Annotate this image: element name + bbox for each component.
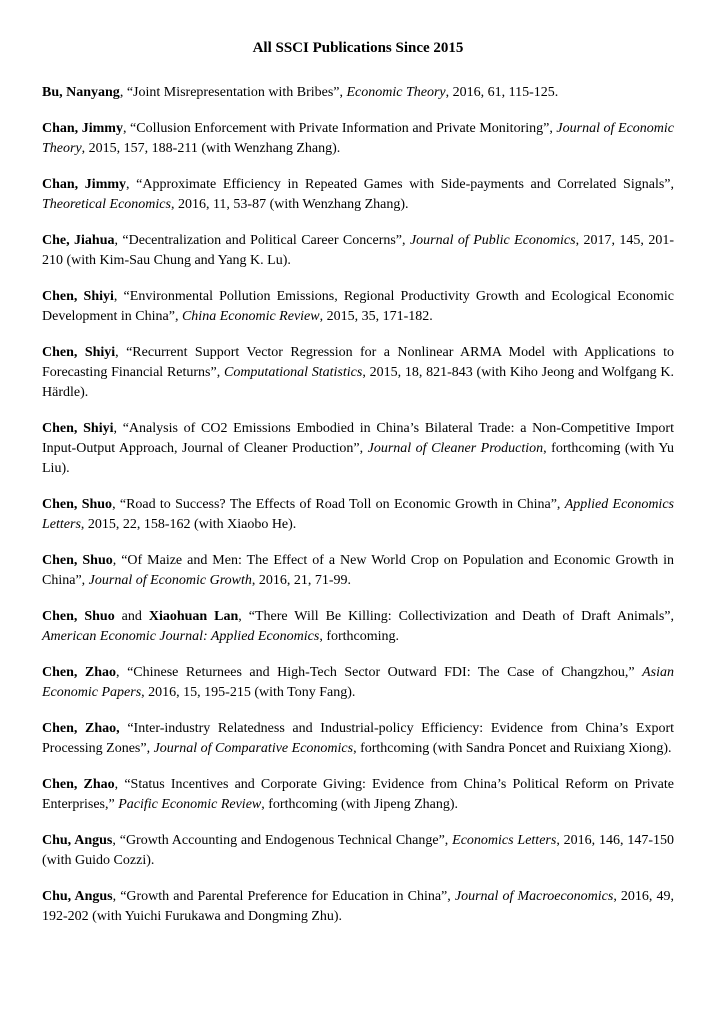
publication-segment-italic: Journal of Public Economics: [409, 233, 576, 248]
publication-segment-italic: China Economic Review: [181, 309, 320, 324]
publication-segment-bold: Chen, Zhao,: [42, 721, 120, 736]
publication-segment-normal: , “Decentralization and Political Career Concerns”,: [114, 233, 410, 248]
publication-segment-bold: Chu, Angus: [42, 889, 113, 904]
publication-segment-normal: , 2016, 49, 192-202 (with Yuichi Furukawa and Dongming Zhu).: [42, 889, 675, 924]
publication-entry: [42, 343, 674, 403]
publication-entry: [42, 419, 674, 479]
publication-segment-normal: , 2017, 145, 201-210 (with Kim-Sau Chung and Yang K. Lu).: [42, 233, 674, 268]
publication-segment-bold: Che, Jiahua: [42, 233, 115, 248]
publication-segment-bold: Chen, Shiyi: [42, 345, 116, 360]
publication-segment-normal: , forthcoming (with Sandra Poncet and Ruixiang Xiong).: [353, 741, 672, 756]
publication-entry: [42, 287, 674, 327]
publication-segment-normal: , “Recurrent Support Vector Regression for a Nonlinear ARMA Model with Applications to Forecasting Financial Returns”,: [42, 345, 675, 380]
publication-segment-bold: Chu, Angus: [42, 833, 113, 848]
publication-segment-bold: Xiaohuan Lan: [148, 609, 239, 624]
publication-entry: [42, 551, 674, 591]
publication-segment-normal: , 2016, 146, 147-150 (with Guido Cozzi).: [42, 833, 674, 868]
publication-segment-italic: Asian Economic Papers: [42, 665, 674, 700]
publication-entry: [42, 719, 674, 759]
publication-segment-bold: Chen, Shiyi: [42, 289, 114, 304]
publication-entry: [42, 495, 674, 535]
publication-segment-normal: , “Status Incentives and Corporate Giving: Evidence from China’s Political Reform on Private Enterprises,”: [42, 777, 674, 812]
publication-segment-italic: American Economic Journal: Applied Economics: [42, 629, 320, 644]
publication-segment-italic: Journal of Economic Theory: [42, 121, 674, 156]
publication-segment-italic: Economic Theory: [346, 85, 446, 100]
publication-segment-normal: and: [114, 609, 149, 624]
publication-segment-italic: Theoretical Economics: [42, 197, 171, 212]
publication-segment-normal: , 2016, 15, 195-215 (with Tony Fang).: [141, 685, 356, 700]
publication-segment-normal: , 2016, 11, 53-87 (with Wenzhang Zhang).: [170, 197, 409, 212]
publication-entry: [42, 775, 674, 815]
publication-segment-bold: Chen, Shuo: [42, 497, 113, 512]
publication-segment-normal: , “Collusion Enforcement with Private Information and Private Monitoring”,: [122, 121, 557, 136]
publication-segment-bold: Chen, Shiyi: [42, 421, 114, 436]
publication-segment-normal: , forthcoming (with Yu Liu).: [42, 441, 674, 476]
publication-segment-normal: , 2015, 35, 171-182.: [319, 309, 433, 324]
publication-segment-bold: Chen, Zhao: [42, 665, 117, 680]
publication-segment-normal: , forthcoming.: [319, 629, 400, 644]
publication-segment-bold: Bu, Nanyang: [42, 85, 120, 100]
publication-entry: [42, 607, 674, 647]
publication-entry: [42, 831, 674, 871]
publication-segment-italic: Journal of Cleaner Production: [367, 441, 544, 456]
publication-list: [42, 83, 674, 927]
publication-entry: [42, 119, 674, 159]
publication-segment-normal: , 2015, 18, 821-843 (with Kiho Jeong and Wolfgang K. Härdle).: [42, 365, 675, 400]
publication-entry: [42, 175, 674, 215]
publication-segment-bold: Chen, Shuo: [42, 609, 115, 624]
publication-entry: [42, 887, 674, 927]
publication-segment-italic: Pacific Economic Review: [118, 797, 262, 812]
publication-segment-italic: Computational Statistics: [223, 365, 363, 380]
publication-segment-normal: , “Analysis of CO2 Emissions Embodied in China’s Bilateral Trade: a Non-Competitive Import Input-Output Approach, Journal of Cleaner Production”,: [42, 421, 674, 456]
publication-segment-italic: Economics Letters: [452, 833, 557, 848]
publication-segment-normal: , 2015, 22, 158-162 (with Xiaobo He).: [80, 517, 297, 532]
publication-segment-normal: , “There Will Be Killing: Collectivization and Death of Draft Animals”,: [238, 609, 674, 624]
publication-segment-italic: Journal of Economic Growth: [88, 573, 252, 588]
publication-segment-bold: Chen, Zhao: [42, 777, 115, 792]
publication-segment-normal: , “Chinese Returnees and High-Tech Sector Outward FDI: The Case of Changzhou,”: [116, 665, 643, 680]
publication-segment-normal: , 2016, 61, 115-125.: [445, 85, 559, 100]
publication-segment-normal: , forthcoming (with Jipeng Zhang).: [261, 797, 459, 812]
publication-entry: [42, 231, 674, 271]
publication-segment-bold: Chen, Shuo: [42, 553, 113, 568]
publication-segment-normal: , “Of Maize and Men: The Effect of a New World Crop on Population and Economic Growth in China”,: [42, 553, 674, 588]
publication-segment-italic: Journal of Macroeconomics: [454, 889, 614, 904]
page-title: All SSCI Publications Since 2015: [252, 40, 464, 56]
publication-segment-normal: , “Road to Success? The Effects of Road Toll on Economic Growth in China”,: [112, 497, 565, 512]
publication-segment-normal: , “Environmental Pollution Emissions, Regional Productivity Growth and Ecological Economic Development in China”,: [42, 289, 674, 324]
publication-segment-normal: “Inter-industry Relatedness and Industrial-policy Efficiency: Evidence from China’s Export Processing Zones”,: [42, 721, 674, 756]
publication-segment-normal: , 2015, 157, 188-211 (with Wenzhang Zhang).: [81, 141, 341, 156]
publication-segment-normal: , “Approximate Efficiency in Repeated Games with Side-payments and Correlated Signals”,: [126, 177, 674, 192]
publication-segment-normal: , “Growth and Parental Preference for Education in China”,: [112, 889, 455, 904]
publication-entry: [42, 83, 674, 103]
publication-segment-normal: , 2016, 21, 71-99.: [251, 573, 352, 588]
publication-segment-italic: Journal of Comparative Economics: [153, 741, 354, 756]
publication-segment-bold: Chan, Jimmy: [42, 121, 123, 136]
publication-entry: [42, 663, 674, 703]
publication-segment-normal: , “Joint Misrepresentation with Bribes”,: [119, 85, 347, 100]
publication-segment-italic: Applied Economics Letters: [42, 497, 674, 532]
publication-segment-bold: Chan, Jimmy: [42, 177, 127, 192]
publication-segment-normal: , “Growth Accounting and Endogenous Technical Change”,: [112, 833, 453, 848]
